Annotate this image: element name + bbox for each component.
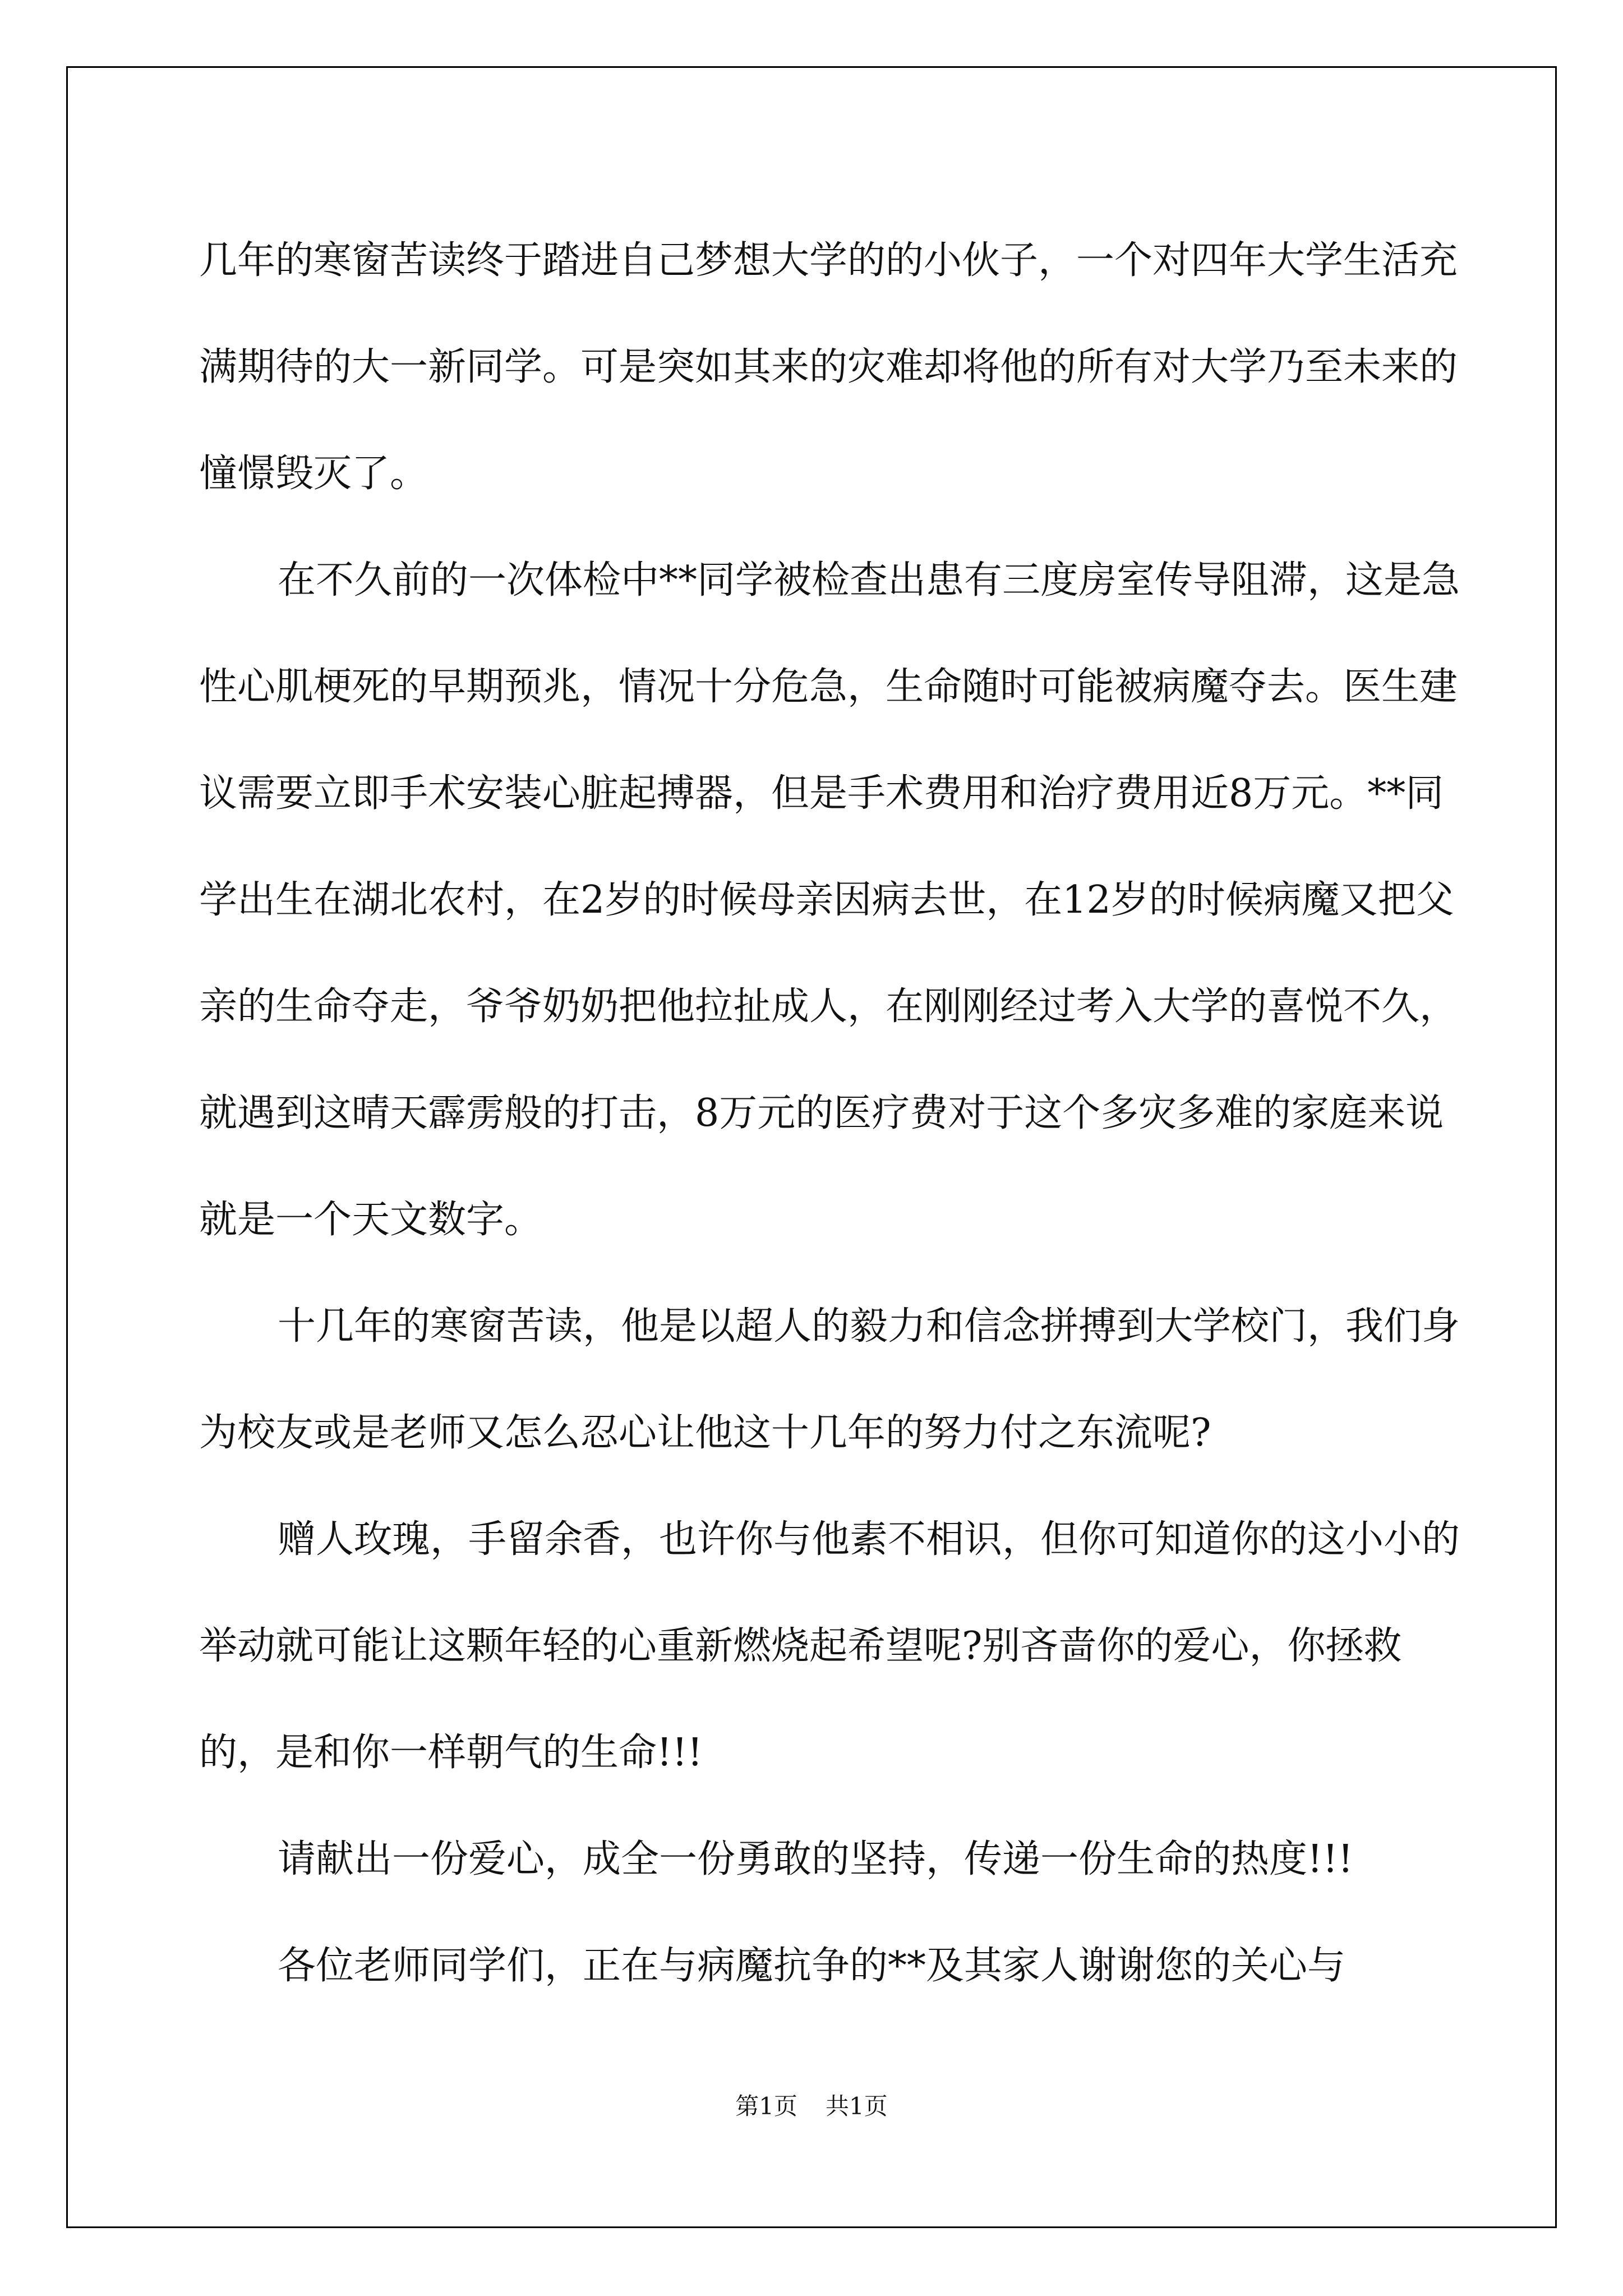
paragraph-5: 请献出一份爱心，成全一份勇敢的坚持，传递一份生命的热度!!!	[278, 1837, 1353, 1881]
paragraph-4: 赠人玫瑰，手留余香，也许你与他素不相识，但你可知道你的这小小的举动就可能让这颗年轻的心重新燃烧起希望呢?别吝啬你的爱心，你拯救的，是和你一样朝气的生命!!!	[199, 1517, 1460, 1775]
paragraph-6: 各位老师同学们，正在与病魔抗争的**及其家人谢谢您的关心与	[278, 1944, 1346, 1988]
paragraph-1: 几年的寒窗苦读终于踏进自己梦想大学的的小伙子，一个对四年大学生活充满期待的大一新同学。可是突如其来的灾难却将他的所有对大学乃至未来的憧憬毁灭了。	[199, 238, 1458, 496]
document-body	[199, 208, 1472, 2019]
page-number: 第1页	[735, 2092, 797, 2120]
page-total: 共1页	[826, 2092, 888, 2120]
paragraph-3: 十几年的寒窗苦读，他是以超人的毅力和信念拼搏到大学校门，我们身为校友或是老师又怎么忍心让他这十几年的努力付之东流呢?	[199, 1304, 1460, 1455]
page-footer	[0, 2088, 1623, 2122]
paragraph-2: 在不久前的一次体检中**同学被检查出患有三度房室传导阻滞，这是急性心肌梗死的早期预兆，情况十分危急，生命随时可能被病魔夺去。医生建议需要立即手术安装心脏起搏器，但是手术费用和治疗费用近8万元。**同学出生在湖北农村，在2岁的时候母亲因病去世，在12岁的时候病魔又把父亲的生命夺走，爷爷奶奶把他拉扯成人，在刚刚经过考入大学的喜悦不久，就遇到这晴天霹雳般的打击，8万元的医疗费对于这个多灾多难的家庭来说就是一个天文数字。	[199, 558, 1460, 1242]
